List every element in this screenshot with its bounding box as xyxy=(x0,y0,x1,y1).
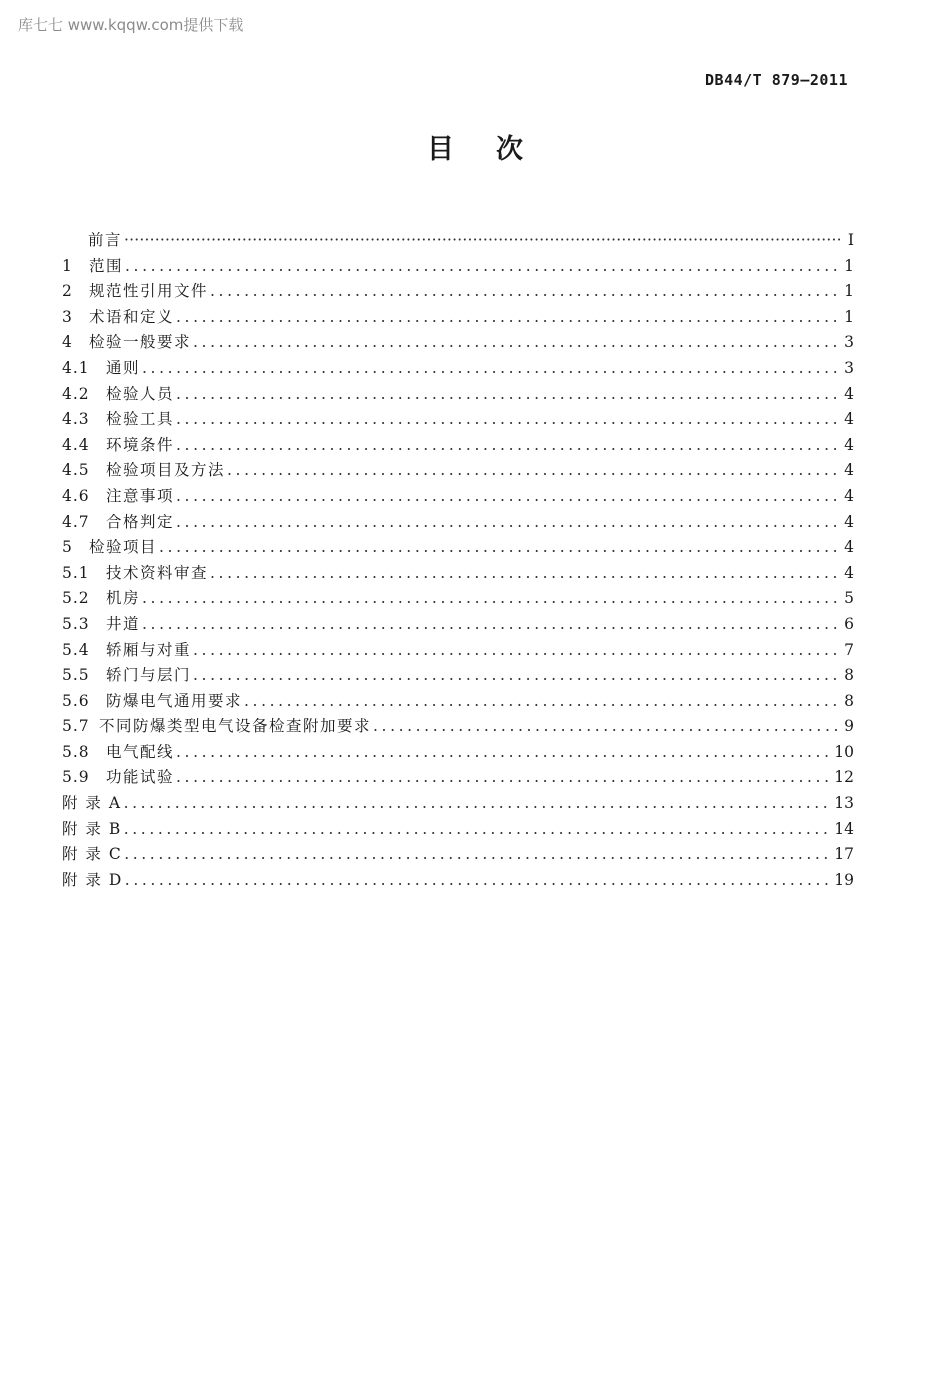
toc-entry-page: 17 xyxy=(834,845,854,864)
toc-entry-label: 检验一般要求 xyxy=(89,333,192,352)
toc-dot-leader xyxy=(176,487,840,505)
toc-dot-leader xyxy=(176,743,830,761)
toc-entry-page: 9 xyxy=(844,717,854,736)
toc-entry-number: 4.1 xyxy=(62,358,90,377)
toc-dot-leader xyxy=(176,410,840,428)
toc-entry-label: 检验人员 xyxy=(106,384,175,403)
toc-entry[interactable] xyxy=(62,868,854,894)
toc-entry-number: 3 xyxy=(62,307,73,326)
watermark-text: 库七七 www.kqqw.com提供下载 xyxy=(18,16,244,34)
toc-entry[interactable] xyxy=(62,356,854,382)
toc-entry-label: 检验工具 xyxy=(106,410,175,429)
toc-entry-number: 4.4 xyxy=(62,435,90,454)
toc-entry-number: 5.6 xyxy=(62,691,90,710)
toc-dot-leader xyxy=(210,564,840,582)
toc-entry[interactable] xyxy=(62,305,854,331)
toc-entry-label: 井道 xyxy=(106,614,141,633)
toc-entry-label: 检验项目 xyxy=(89,538,158,557)
toc-entry-label: 轿厢与对重 xyxy=(106,640,192,659)
toc-entry-page: 1 xyxy=(844,256,854,275)
toc-entry-label: 附 录 A xyxy=(62,794,122,813)
toc-dot-leader xyxy=(125,257,840,275)
toc-dot-leader xyxy=(227,461,840,479)
toc-entry-page: 4 xyxy=(844,486,854,505)
toc-entry[interactable] xyxy=(62,689,854,715)
toc-entry-page: 4 xyxy=(844,384,854,403)
toc-entry-page: I xyxy=(847,231,854,249)
toc-entry-page: 8 xyxy=(844,666,854,685)
toc-entry-label: 环境条件 xyxy=(106,435,175,454)
toc-entry[interactable] xyxy=(62,484,854,510)
toc-entry-label: 轿门与层门 xyxy=(106,666,192,685)
toc-entry-label: 防爆电气通用要求 xyxy=(106,691,243,710)
toc-entry-label: 范围 xyxy=(89,256,124,275)
toc-entry-label: 附 录 C xyxy=(62,845,123,864)
standard-code: DB44/T 879—2011 xyxy=(705,71,848,89)
toc-dot-leader xyxy=(124,845,830,863)
toc-entry-page: 4 xyxy=(844,563,854,582)
toc-dot-leader xyxy=(176,385,840,403)
toc-entry-number: 4.6 xyxy=(62,486,90,505)
toc-entry[interactable] xyxy=(62,817,854,843)
toc-entry-number: 4.3 xyxy=(62,410,90,429)
toc-entry-number: 4.7 xyxy=(62,512,90,531)
toc-entry-number: 5.4 xyxy=(62,640,90,659)
toc-entry-label: 附 录 D xyxy=(62,870,123,889)
toc-entry-label: 术语和定义 xyxy=(89,307,175,326)
toc-dot-leader xyxy=(193,641,840,659)
toc-entry-number: 5.8 xyxy=(62,742,90,761)
toc-dot-leader xyxy=(125,871,830,889)
toc-entry[interactable] xyxy=(62,407,854,433)
toc-dot-leader xyxy=(210,282,840,300)
toc-entry-page: 1 xyxy=(844,307,854,326)
toc-entry-page: 1 xyxy=(844,282,854,301)
toc-entry-label: 合格判定 xyxy=(106,512,175,531)
toc-entry-number: 4.5 xyxy=(62,461,90,480)
toc-entry[interactable] xyxy=(62,330,854,356)
toc-dot-leader xyxy=(142,589,840,607)
toc-entry-page: 8 xyxy=(844,691,854,710)
toc-dot-leader xyxy=(159,538,840,556)
toc-entry-label: 注意事项 xyxy=(106,486,175,505)
toc-entry[interactable] xyxy=(62,612,854,638)
toc-entry-page: 4 xyxy=(844,410,854,429)
toc-entry[interactable] xyxy=(62,740,854,766)
toc-entry[interactable] xyxy=(62,279,854,305)
toc-entry-number: 5.5 xyxy=(62,666,90,685)
toc-dot-leader xyxy=(193,666,840,684)
toc-entry-label: 电气配线 xyxy=(106,742,175,761)
toc-entry[interactable] xyxy=(62,433,854,459)
toc-dot-leader xyxy=(176,308,840,326)
toc-entry-page: 6 xyxy=(844,614,854,633)
toc-entry-label: 通则 xyxy=(106,358,141,377)
toc-dot-leader xyxy=(176,513,840,531)
toc-entry-page: 3 xyxy=(844,333,854,352)
toc-entry[interactable] xyxy=(62,535,854,561)
table-of-contents xyxy=(62,228,854,893)
toc-entry[interactable] xyxy=(62,663,854,689)
toc-entry-number: 5.3 xyxy=(62,614,90,633)
toc-entry-number: 5 xyxy=(62,538,73,557)
toc-entry-label: 前言 xyxy=(88,231,123,249)
toc-entry-label: 规范性引用文件 xyxy=(89,282,209,301)
toc-entry-page: 3 xyxy=(844,358,854,377)
toc-entry[interactable] xyxy=(62,510,854,536)
page-title: 目次 xyxy=(427,134,565,165)
toc-entry-page: 4 xyxy=(844,435,854,454)
toc-entry-label: 检验项目及方法 xyxy=(106,461,226,480)
toc-entry-label: 技术资料审查 xyxy=(106,563,209,582)
toc-entry-page: 4 xyxy=(844,461,854,480)
toc-dot-leader xyxy=(244,692,840,710)
toc-entry-number: 4 xyxy=(62,333,73,352)
toc-entry-number: 5.9 xyxy=(62,768,90,787)
toc-entry-page: 7 xyxy=(844,640,854,659)
toc-entry[interactable] xyxy=(62,561,854,587)
toc-entry-number: 5.1 xyxy=(62,563,90,582)
toc-entry-page: 13 xyxy=(834,794,854,813)
toc-dot-leader xyxy=(142,359,840,377)
toc-entry-page: 14 xyxy=(834,819,854,838)
toc-entry-number: 5.7 xyxy=(62,717,90,736)
toc-entry-page: 19 xyxy=(834,870,854,889)
toc-dot-leader xyxy=(124,231,840,249)
toc-entry-number: 5.2 xyxy=(62,589,90,608)
toc-entry-label: 机房 xyxy=(106,589,141,608)
toc-dot-leader xyxy=(373,717,840,735)
toc-dot-leader xyxy=(142,615,840,633)
toc-entry[interactable] xyxy=(62,638,854,664)
toc-entry-page: 4 xyxy=(844,538,854,557)
toc-entry-label: 附 录 B xyxy=(62,819,122,838)
toc-entry[interactable] xyxy=(62,228,854,254)
toc-entry-page: 12 xyxy=(834,768,854,787)
toc-entry-number: 1 xyxy=(62,256,73,275)
toc-entry-label: 不同防爆类型电气设备检查附加要求 xyxy=(99,717,372,736)
toc-entry-page: 4 xyxy=(844,512,854,531)
toc-entry-page: 10 xyxy=(834,742,854,761)
toc-entry[interactable] xyxy=(62,254,854,280)
toc-dot-leader xyxy=(124,820,831,838)
toc-entry-number: 4.2 xyxy=(62,384,90,403)
toc-entry[interactable] xyxy=(62,382,854,408)
toc-dot-leader xyxy=(176,768,830,786)
toc-entry-number: 2 xyxy=(62,282,73,301)
toc-entry-label: 功能试验 xyxy=(106,768,175,787)
toc-entry[interactable] xyxy=(62,714,854,740)
toc-dot-leader xyxy=(176,436,840,454)
toc-entry[interactable] xyxy=(62,458,854,484)
toc-entry-page: 5 xyxy=(844,589,854,608)
toc-entry[interactable] xyxy=(62,586,854,612)
toc-entry[interactable] xyxy=(62,791,854,817)
toc-entry[interactable] xyxy=(62,842,854,868)
toc-dot-leader xyxy=(193,333,840,351)
toc-entry[interactable] xyxy=(62,765,854,791)
toc-dot-leader xyxy=(124,794,831,812)
